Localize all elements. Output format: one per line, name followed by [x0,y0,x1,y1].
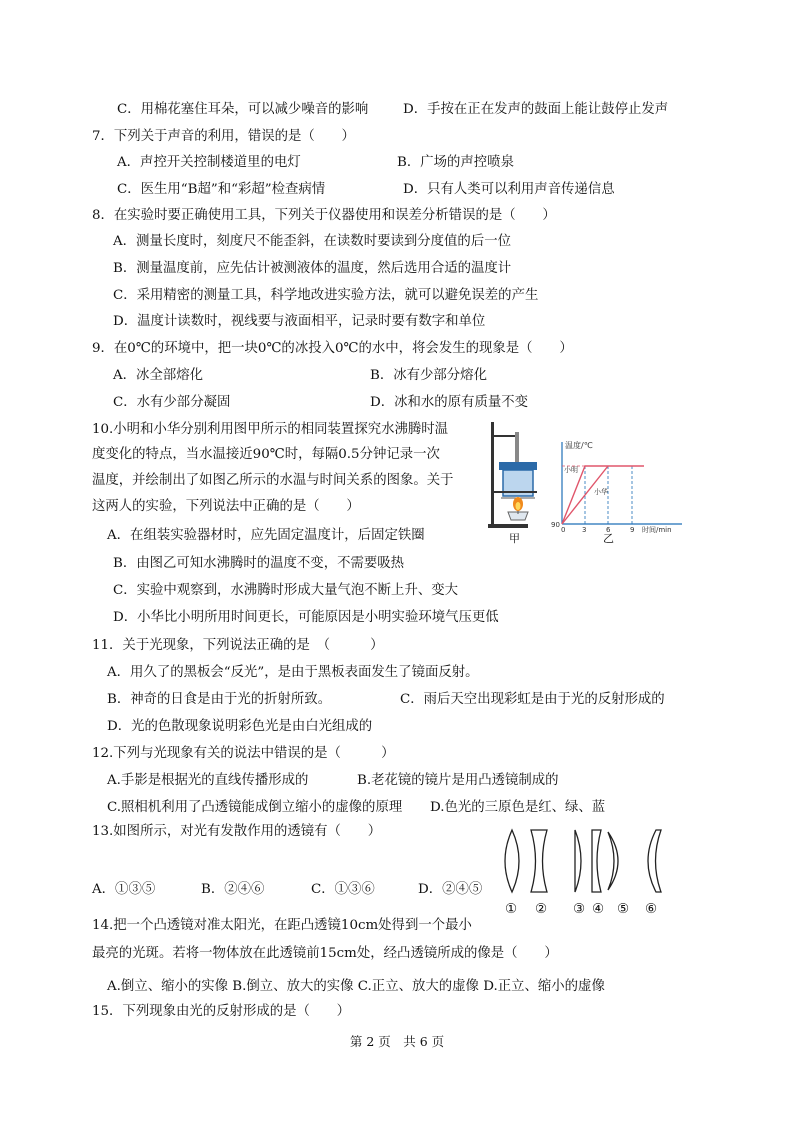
q10-option-a: A．在组装实验器材时，应先固定温度计，后固定铁圈 [107,528,425,543]
q9-option-c: C．水有少部分凝固 [113,395,231,410]
q10-stem-line-2: 度变化的特点，当水温接近90℃时，每隔0.5分钟记录一次 [92,447,440,462]
lens-2-biconcave [531,830,547,892]
y-axis-label: 温度/℃ [565,441,593,450]
lens-label-2: ② [535,902,548,917]
q9-stem: 9．在0℃的环境中，把一块0℃的冰投入0℃的水中，将会发生的现象是（ ） [92,341,573,356]
q14-stem-line-1: 14.把一个凸透镜对准太阳光，在距凸透镜10cm处得到一个最小 [92,918,472,933]
q8-option-d: D．温度计读数时，视线要与液面相平，记录时要有数字和单位 [113,314,486,329]
q8-option-a: A．测量长度时，刻度尺不能歪斜，在读数时要读到分度值的后一位 [113,234,511,249]
lens-label-5: ⑤ [617,902,630,917]
q8-option-c: C．采用精密的测量工具，科学地改进实验方法，就可以避免误差的产生 [113,288,539,303]
q11-stem: 11．关于光现象，下列说法正确的是 （ ） [92,638,384,653]
q12-option-d: D.色光的三原色是红、绿、蓝 [430,800,606,815]
q10-stem-line-3: 温度，并绘制出了如图乙所示的水温与时间关系的图象。关于 [92,473,454,488]
q15-stem: 15．下列现象由光的反射形成的是（ ） [92,1004,351,1019]
lens-3-plano-convex [575,830,581,892]
lens-1-biconvex [505,830,519,892]
q11-option-c: C．雨后天空出现彩虹是由于光的反射形成的 [400,692,665,707]
q11-option-a: A．用久了的黑板会“反光”，是由于黑板表面发生了镜面反射。 [107,665,479,680]
q12-option-a: A.手影是根据光的直线传播形成的 [107,773,309,788]
q10-stem-line-4: 这两人的实验，下列说法中正确的是（ ） [92,499,360,514]
series-label-xiaoming: 小明 [564,466,578,474]
q11-option-b: B．神奇的日食是由于光的折射所致。 [107,692,332,707]
lens-label-3: ③ [573,902,586,917]
lens-label-1: ① [505,902,518,917]
figure-label-jia: 甲 [509,532,520,545]
q10-option-d: D．小华比小明所用时间更长，可能原因是小明实验环境气压更低 [113,610,499,625]
q7-option-d: D．只有人类可以利用声音传递信息 [403,182,615,197]
lens-6-meniscus-concave [648,830,661,892]
q10-option-c: C．实验中观察到，水沸腾时形成大量气泡不断上升、变大 [113,583,459,598]
q14-stem-line-2: 最亮的光斑。若将一物体放在此透镜前15cm处，经凸透镜所成的像是（ ） [92,946,558,961]
x-tick-3: 3 [582,526,587,534]
x-tick-0: 0 [561,526,566,534]
q12-option-c: C.照相机利用了凸透镜能成倒立缩小的虚像的原理 [107,800,403,815]
x-tick-6: 6 [606,526,611,534]
q13-option-a: A．①③⑤ [92,882,156,897]
q12-option-b: B.老花镜的镜片是用凸透镜制成的 [357,773,559,788]
lens-4-plano-concave [592,830,601,892]
q6-option-c: C．用棉花塞住耳朵，可以减少噪音的影响 [117,102,369,117]
q8-stem: 8．在实验时要正确使用工具，下列关于仪器使用和误差分析错误的是（ ） [92,208,556,223]
boiling-apparatus-figure [487,418,555,544]
q13-option-b: B．②④⑥ [201,882,265,897]
q13-option-d: D．②④⑤ [418,882,483,897]
q7-option-c: C．医生用“B超”和“彩超”检查病情 [117,182,326,197]
q9-option-b: B．冰有少部分熔化 [370,368,487,383]
q14-options: A.倒立、缩小的实像 B.倒立、放大的实像 C.正立、放大的虚像 D.正立、缩小的虚像 [107,979,605,994]
q7-option-b: B．广场的声控喷泉 [397,155,514,170]
q7-stem: 7．下列关于声音的利用，错误的是（ ） [92,129,355,144]
q10-stem-line-1: 10.小明和小华分别利用图甲所示的相同装置探究水沸腾时温 [92,422,449,437]
series-label-xiaohua: 小华 [594,488,608,496]
q8-option-b: B．测量温度前，应先估计被测液体的温度，然后选用合适的温度计 [113,261,512,276]
q6-option-d: D．手按在正在发声的鼓面上能让鼓停止发声 [403,102,669,117]
q7-option-a: A．声控开关控制楼道里的电灯 [117,155,301,170]
q9-option-a: A．冰全部熔化 [113,368,204,383]
y-origin-label: 90 [551,521,560,529]
lens-label-6: ⑥ [645,902,658,917]
x-axis-label: 时间/min [642,526,672,534]
q12-stem: 12.下列与光现象有关的说法中错误的是（ ） [92,746,395,761]
q10-option-b: B．由图乙可知水沸腾时的温度不变，不需要吸热 [113,556,405,571]
temperature-time-graph [548,438,686,536]
q11-option-d: D．光的色散现象说明彩色光是由白光组成的 [107,719,373,734]
page-footer: 第 2 页 共 6 页 [349,1034,445,1049]
figure-label-yi: 乙 [603,532,614,545]
x-tick-9: 9 [630,526,635,534]
q13-stem: 13.如图所示，对光有发散作用的透镜有（ ） [92,824,382,839]
lens-label-4: ④ [592,902,605,917]
q13-option-c: C．①③⑥ [311,882,375,897]
lens-5-meniscus-convex [608,832,618,890]
lens-figure [500,826,666,898]
q9-option-d: D．冰和水的原有质量不变 [370,395,529,410]
